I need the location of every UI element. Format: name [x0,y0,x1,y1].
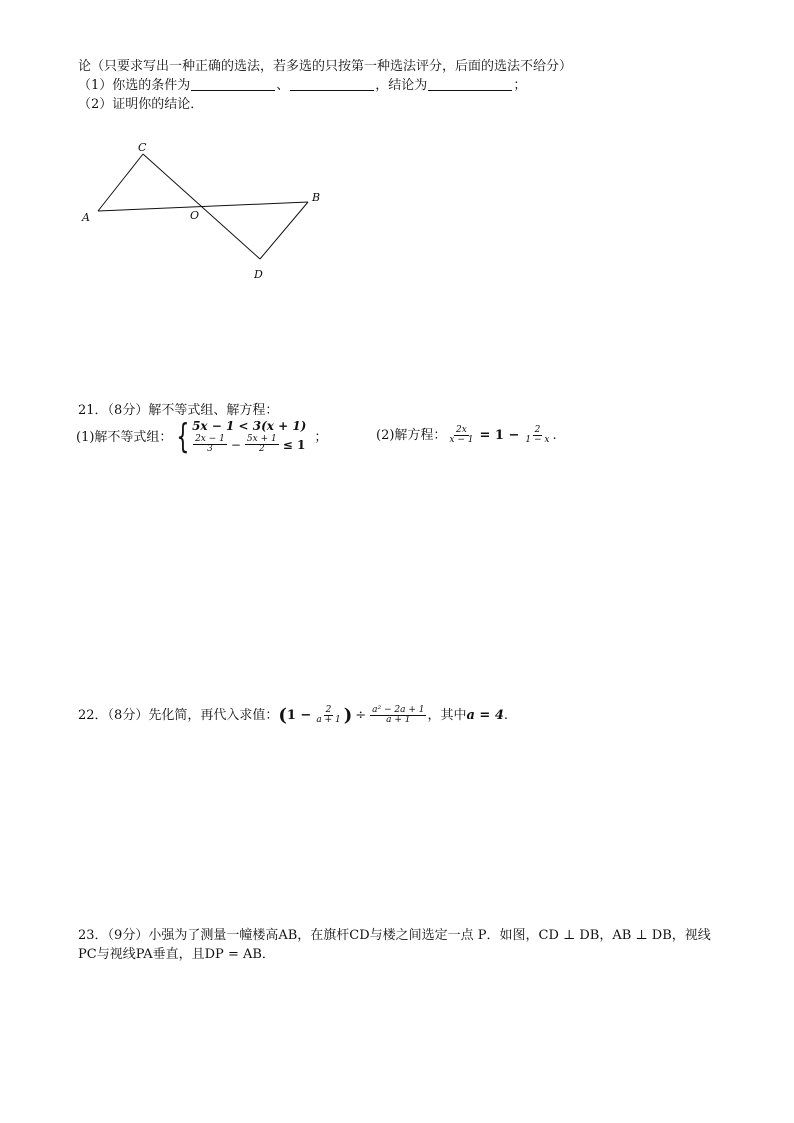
q22-lparen: ( [278,704,287,726]
label-o: O [190,209,200,222]
inequality-system [172,417,307,458]
q22-rparen: ) [343,704,353,726]
q22-den2: a + 1 [386,715,411,726]
q22 [78,706,508,726]
eq-mid: = 1 − [479,428,520,444]
ineq2-den2: 2 [258,444,265,455]
q22-cond-prefix: ，其中 [427,708,467,724]
q20-sub1-prefix: （1）你选的条件为 [78,78,191,93]
ineq2-minus: − [230,437,241,452]
segment-cd [143,154,260,259]
q20-line1: 论（只要求写出一种正确的选法，若多选的只按第一种选法评分，后面的选法不给分） [78,59,573,74]
q21-part2 [376,426,557,446]
q21-title: 21．（8分）解不等式组、解方程： [78,403,279,418]
q21-p2-end: . [552,428,557,444]
eq-den1: x − 1 [449,435,474,446]
answer-blank-condition-1[interactable] [191,89,275,91]
q20-sep2: ，结论为 [375,78,428,93]
answer-blank-conclusion[interactable] [428,89,512,91]
segment-ab [98,202,308,211]
inequality-2 [192,435,306,455]
q20-sep1: 、 [276,78,290,93]
q23-line1: 23．（9分）小强为了测量一幢楼高AB，在旗杆CD与楼之间选定一点 P．如图，CD ⊥ DB，AB ⊥ DB，视线 [78,928,711,943]
segment-bd [260,202,308,259]
q20-sub2: （2）证明你的结论． [78,97,204,112]
q22-end: . [503,708,509,724]
label-d: D [254,268,263,281]
label-c: C [138,141,147,154]
eq-num1: 2x [456,425,467,435]
brace-symbol: { [176,417,190,458]
q21-p1-label: (1)解不等式组： [76,429,173,445]
q21-p2-label: (2)解方程： [376,428,447,444]
q22-cond: a = 4 [466,708,504,724]
q22-title: 22．（8分）先化简，再代入求值： [78,708,279,724]
eq-den2: 1 − x [525,435,550,446]
ineq2-num2: 5x + 1 [246,434,277,444]
q22-num2: a² − 2a + 1 [372,705,425,715]
eq-num2: 2 [534,425,541,435]
answer-blank-condition-2[interactable] [290,89,374,91]
geometry-figure [70,135,350,285]
ineq2-num1: 2x − 1 [195,434,225,444]
label-b: B [312,191,321,204]
inequality-1: 5x − 1 < 3(x + 1) [192,419,307,433]
ineq2-rhs: ≤ 1 [282,437,306,452]
q22-div: ÷ [355,708,367,724]
q22-one-minus: 1 − [286,708,312,724]
label-a: A [82,211,90,224]
q23-line2: PC与视线PA垂直，且DP = AB． [78,947,275,962]
q22-den1: a + 1 [316,715,341,726]
q20-end: ； [513,78,527,93]
q22-num1: 2 [325,705,332,715]
q20-sub1 [78,79,526,92]
q21-p1-end: ； [314,429,328,445]
ineq2-den1: 3 [207,444,213,455]
q21-part1 [76,417,328,458]
segment-ca [98,154,143,211]
